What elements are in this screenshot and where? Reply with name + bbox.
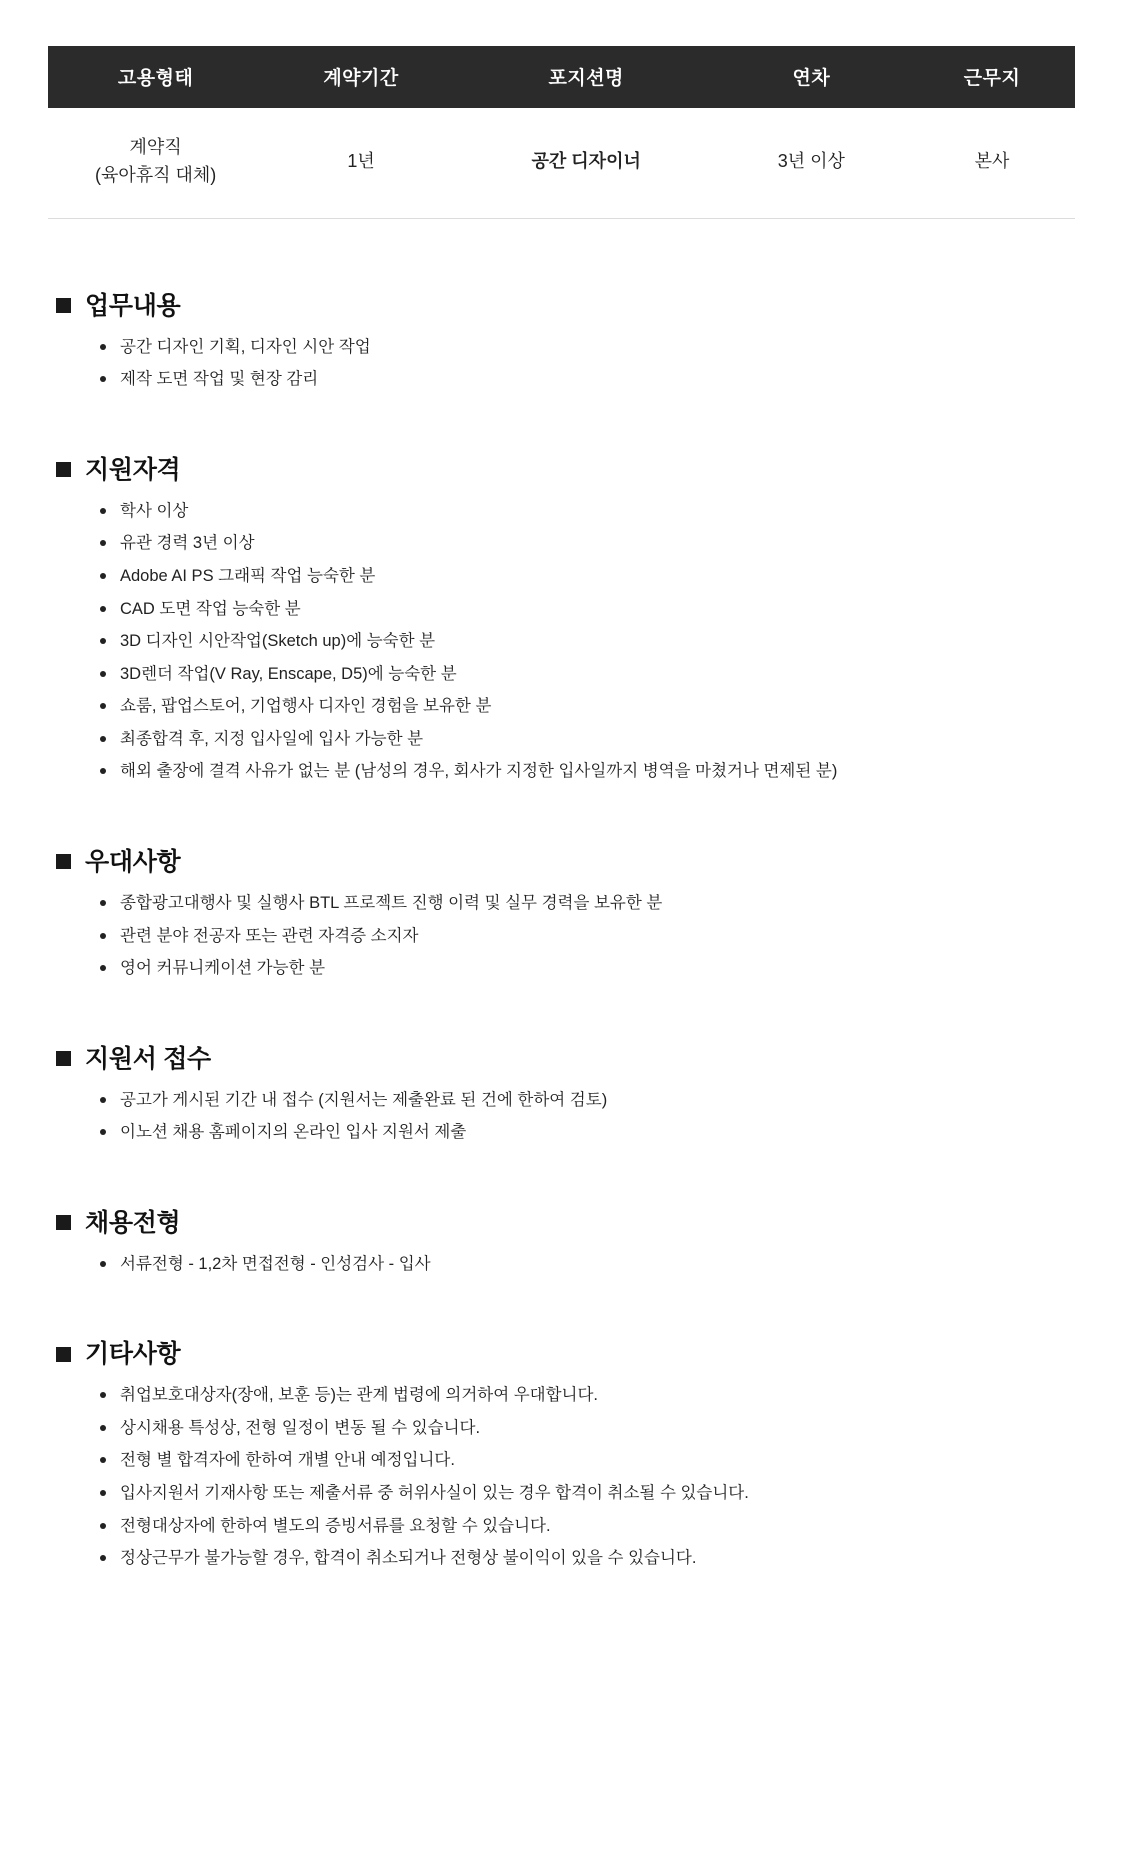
content-section — [48, 1339, 1075, 1571]
table-header-row — [48, 46, 1075, 108]
content-section — [48, 1044, 1075, 1146]
square-bullet-icon — [56, 462, 71, 477]
section-bullet-list — [48, 1252, 1075, 1278]
table-row — [48, 108, 1075, 218]
section-heading — [56, 455, 1075, 485]
job-summary-table — [48, 46, 1075, 219]
list-item: 학사 이상 — [98, 499, 1075, 525]
list-item: Adobe AI PS 그래픽 작업 능숙한 분 — [98, 564, 1075, 590]
list-item: 최종합격 후, 지정 입사일에 입사 가능한 분 — [98, 727, 1075, 753]
section-bullet-list — [48, 499, 1075, 785]
section-heading — [56, 1208, 1075, 1238]
square-bullet-icon — [56, 1215, 71, 1230]
section-bullet-list — [48, 335, 1075, 393]
section-title: 지원서 접수 — [85, 1044, 211, 1073]
list-item: 상시채용 특성상, 전형 일정이 변동 될 수 있습니다. — [98, 1416, 1075, 1442]
content-section — [48, 847, 1075, 982]
section-heading — [56, 291, 1075, 321]
content-section — [48, 291, 1075, 393]
section-heading — [56, 1044, 1075, 1074]
list-item: 3D 디자인 시안작업(Sketch up)에 능숙한 분 — [98, 629, 1075, 655]
square-bullet-icon — [56, 1051, 71, 1066]
list-item: 전형 별 합격자에 한하여 개별 안내 예정입니다. — [98, 1448, 1075, 1474]
column-header-experience: 연차 — [714, 46, 910, 108]
table-body — [48, 108, 1075, 218]
list-item: 제작 도면 작업 및 현장 감리 — [98, 367, 1075, 393]
list-item: 입사지원서 기재사항 또는 제출서류 중 허위사실이 있는 경우 합격이 취소될 수 있습니다. — [98, 1481, 1075, 1507]
cell-position: 공간 디자이너 — [459, 108, 714, 218]
column-header-position: 포지션명 — [459, 46, 714, 108]
list-item: 유관 경력 3년 이상 — [98, 531, 1075, 557]
cell-contract-period: 1년 — [263, 108, 459, 218]
list-item: 취업보호대상자(장애, 보훈 등)는 관계 법령에 의거하여 우대합니다. — [98, 1383, 1075, 1409]
list-item: 공고가 게시된 기간 내 접수 (지원서는 제출완료 된 건에 한하여 검토) — [98, 1088, 1075, 1114]
list-item: 해외 출장에 결격 사유가 없는 분 (남성의 경우, 회사가 지정한 입사일까지 병역을 마쳤거나 면제된 분) — [98, 759, 1075, 785]
list-item: 전형대상자에 한하여 별도의 증빙서류를 요청할 수 있습니다. — [98, 1514, 1075, 1540]
list-item: 종합광고대행사 및 실행사 BTL 프로젝트 진행 이력 및 실무 경력을 보유한 분 — [98, 891, 1075, 917]
square-bullet-icon — [56, 298, 71, 313]
section-title: 우대사항 — [85, 847, 181, 876]
table-header — [48, 46, 1075, 108]
list-item: 관련 분야 전공자 또는 관련 자격증 소지자 — [98, 924, 1075, 950]
sections-container — [48, 291, 1075, 1572]
content-section — [48, 455, 1075, 785]
column-header-location: 근무지 — [909, 46, 1075, 108]
section-title: 업무내용 — [85, 291, 181, 320]
square-bullet-icon — [56, 1347, 71, 1362]
square-bullet-icon — [56, 854, 71, 869]
list-item: 서류전형 - 1,2차 면접전형 - 인성검사 - 입사 — [98, 1252, 1075, 1278]
list-item: 정상근무가 불가능할 경우, 합격이 취소되거나 전형상 불이익이 있을 수 있습니다. — [98, 1546, 1075, 1572]
section-heading — [56, 847, 1075, 877]
list-item: 쇼룸, 팝업스토어, 기업행사 디자인 경험을 보유한 분 — [98, 694, 1075, 720]
cell-experience: 3년 이상 — [714, 108, 910, 218]
list-item: 이노션 채용 홈페이지의 온라인 입사 지원서 제출 — [98, 1120, 1075, 1146]
content-section — [48, 1208, 1075, 1278]
list-item: 영어 커뮤니케이션 가능한 분 — [98, 956, 1075, 982]
list-item: 공간 디자인 기획, 디자인 시안 작업 — [98, 335, 1075, 361]
section-bullet-list — [48, 891, 1075, 982]
column-header-employment-type: 고용형태 — [48, 46, 263, 108]
cell-employment-type: 계약직 (육아휴직 대체) — [48, 108, 263, 218]
cell-location: 본사 — [909, 108, 1075, 218]
list-item: CAD 도면 작업 능숙한 분 — [98, 597, 1075, 623]
section-bullet-list — [48, 1088, 1075, 1146]
section-bullet-list — [48, 1383, 1075, 1571]
section-title: 기타사항 — [85, 1340, 181, 1369]
list-item: 3D렌더 작업(V Ray, Enscape, D5)에 능숙한 분 — [98, 662, 1075, 688]
section-title: 채용전형 — [85, 1208, 181, 1237]
section-heading — [56, 1339, 1075, 1369]
section-title: 지원자격 — [85, 455, 181, 484]
column-header-contract-period: 계약기간 — [263, 46, 459, 108]
